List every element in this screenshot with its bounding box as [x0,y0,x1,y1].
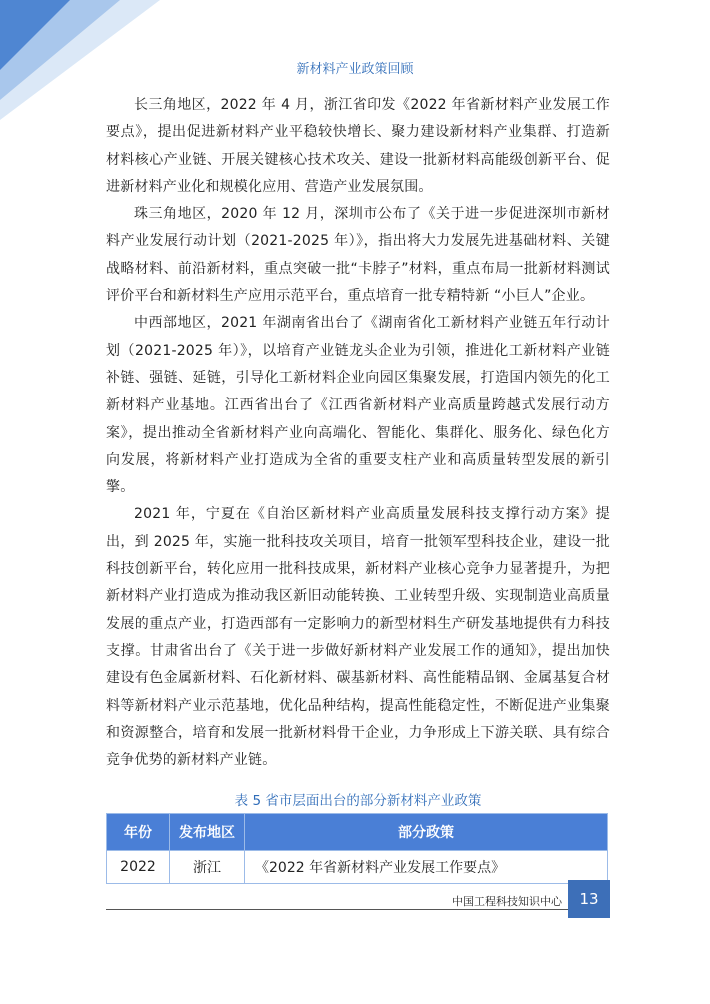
table-row [107,851,608,884]
paragraph-pearl-river: 珠三角地区，2020 年 12 月，深圳市公布了《关于进一步促进深圳市新材料产业发展行动计划（2021-2025 年）》，指出将大力发展先进基础材料、关键战略材料、前沿新材料，重点突破一批“卡脖子”材料，重点布局一批新材料测试评价平台和新材料生产应用示范平台，重点培育一批专精特新 “小巨人”企业。 [106,206,610,305]
running-header: 新材料产业政策回顾 [296,62,414,77]
table-caption: 表 5 省市层面出台的部分新材料产业政策 [234,793,482,809]
footer-org: 中国工程科技知识中心 [452,895,562,908]
column-header-year: 年份 [107,814,170,851]
page-number: 13 [568,880,610,918]
cell-policy: 《2022 年省新材料产业发展工作要点》 [245,851,608,884]
cell-region: 浙江 [170,851,245,884]
table-header-row [107,814,608,851]
footer-divider [106,909,568,910]
paragraph-yangtze: 长三角地区，2022 年 4 月，浙江省印发《2022 年省新材料产业发展工作要点》，提出促进新材料产业平稳较快增长、聚力建设新材料产业集群、打造新材料核心产业链、开展关键核心技术攻关、建设一批新材料高能级创新平台、促进新材料产业化和规模化应用、营造产业发展氛围。 [106,97,610,195]
policy-table [106,813,608,884]
column-header-policy: 部分政策 [245,814,608,851]
column-header-region: 发布地区 [170,814,245,851]
paragraph-central-west: 中西部地区，2021 年湖南省出台了《湖南省化工新材料产业链五年行动计划（2021-2025 年）》，以培育产业链龙头企业为引领，推进化工新材料产业链补链、强链、延链，引导化工新材料企业向园区集聚发展，打造国内领先的化工新材料产业基地。江西省出台了《江西省新材料产业高质量跨越式发展行动方案》，提出推动全省新材料产业向高端化、智能化、集群化、服务化、绿色化方向发展，将新材料产业打造成为全省的重要支柱产业和高质量转型发展的新引擎。 [106,315,610,496]
paragraph-ningxia-gansu: 2021 年，宁夏在《自治区新材料产业高质量发展科技支撑行动方案》提出，到 2025 年，实施一批科技攻关项目，培育一批领军型科技企业，建设一批科技创新平台，转化应用一批科技成果，新材料产业核心竞争力显著提升，为把新材料产业打造成为推动我区新旧动能转换、工业转型升级、实现制造业高质量发展的重点产业，打造西部有一定影响力的新型材料生产研发基地提供有力科技支撑。甘肃省出台了《关于进一步做好新材料产业发展工作的通知》，提出加快建设有色金属新材料、石化新材料、碳基新材料、高性能精品钢、金属基复合材料等新材料产业示范基地，优化品种结构，提高性能稳定性，不断促进产业集聚和资源整合，培育和发展一批新材料骨干企业，力争形成上下游关联、具有综合竞争优势的新材料产业链。 [106,506,610,769]
body-text [106,92,610,774]
cell-year: 2022 [107,851,170,884]
